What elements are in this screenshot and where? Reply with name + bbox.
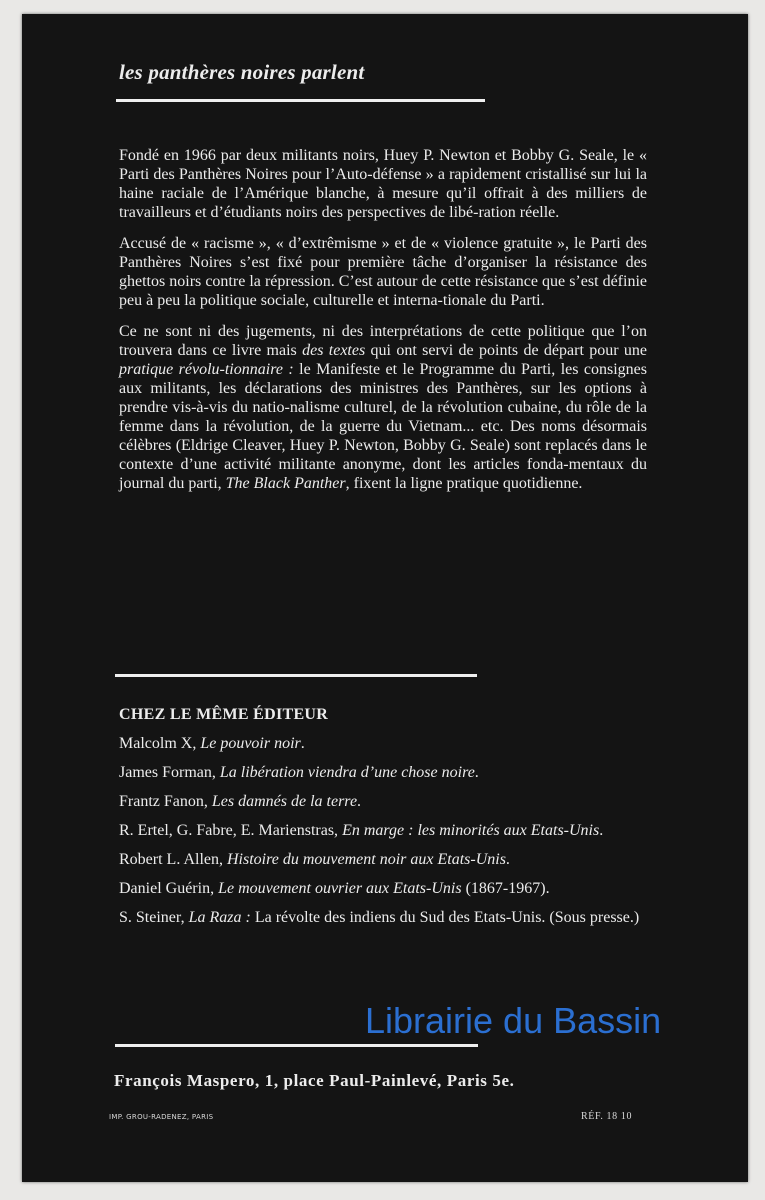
text: S. Steiner, xyxy=(119,909,189,926)
text: , fixent la ligne pratique quotidienne. xyxy=(345,475,583,492)
section-rule xyxy=(115,674,477,677)
same-publisher-list xyxy=(119,705,649,937)
reference-number: RÉF. 18 10 xyxy=(581,1111,633,1122)
text: . xyxy=(357,793,362,810)
text: Robert L. Allen, xyxy=(119,851,227,868)
text: Frantz Fanon, xyxy=(119,793,212,810)
blurb-paragraph xyxy=(119,322,647,493)
text: James Forman, xyxy=(119,764,220,781)
blurb-paragraph xyxy=(119,234,647,310)
italic-text: des textes xyxy=(302,342,366,359)
book-title: les panthères noires parlent xyxy=(119,60,365,84)
book-list-item xyxy=(119,908,649,927)
publisher-address: François Maspero, 1, place Paul-Painlevé, Paris 5e. xyxy=(114,1071,515,1090)
title-rule xyxy=(116,99,485,102)
text: . xyxy=(474,764,479,781)
text: . xyxy=(505,851,510,868)
text: . xyxy=(599,822,604,839)
text: le Manifeste et le Programme du Parti, les consignes aux militants, les déclarations des ministres des Panthères, sur les options à prendre vis-à-vis du natio-nalisme culturel, de la révolution cubaine, du rôle de la femme dans la révolution, de la guerre du Vietnam... etc. Des noms désormais célèbres (Eldrige Cleaver, Huey P. Newton, Bobby G. Seale) sont replacés dans le contexte d’une activité militante anonyme, dont les articles fonda-mentaux du journal du parti, xyxy=(119,361,647,492)
book-list-item xyxy=(119,879,649,898)
footer-rule xyxy=(115,1044,478,1047)
text: Daniel Guérin, xyxy=(119,880,219,897)
printer-imprint: IMP. GROU-RADENEZ, PARIS xyxy=(109,1113,214,1121)
book-list-item xyxy=(119,792,649,811)
same-publisher-heading: CHEZ LE MÊME ÉDITEUR xyxy=(119,706,329,723)
text: Accusé de « racisme », « d’extrêmisme » et de « violence gratuite », le Parti des Panthères Noires s’est fixé pour première tâche d’organiser la résistance des ghettos noirs contre la répression. C’est autour de cette résistance que s’est définie peu à peu la politique sociale, culturelle et interna-tionale du Parti. xyxy=(119,235,647,309)
text: Malcolm X, xyxy=(119,735,201,752)
italic-text: La libération viendra d’une chose noire xyxy=(219,764,475,781)
italic-text: Le mouvement ouvrier aux Etats-Unis xyxy=(218,880,462,897)
italic-text: Le pouvoir noir xyxy=(200,735,301,752)
text: La révolte des indiens du Sud des Etats-Unis. (Sous presse.) xyxy=(250,909,640,926)
seller-watermark: Librairie du Bassin xyxy=(365,1000,662,1041)
italic-text: En marge : les minorités aux Etats-Unis xyxy=(342,822,600,839)
text: Fondé en 1966 par deux militants noirs, Huey P. Newton et Bobby G. Seale, le « Parti des Panthères Noires pour l’Auto-défense » a rapidement cristallisé sur lui la haine raciale de l’Amérique blanche, à mesure qu’il offrait à des milliers de travailleurs et d’étudiants noirs des perspectives de libé-ration réelle. xyxy=(119,147,647,221)
book-list-item xyxy=(119,821,649,840)
text: Ce ne sont ni des jugements, ni des interprétations de cette politique que l’on trouvera dans ce livre mais xyxy=(119,323,647,359)
book-list-item xyxy=(119,850,649,869)
italic-text: Histoire du mouvement noir aux Etats-Unis xyxy=(226,851,506,868)
book-list-item xyxy=(119,763,649,782)
text: (1867-1967). xyxy=(461,880,550,897)
italic-text: The Black Panther xyxy=(225,475,346,492)
book-list-item xyxy=(119,734,649,753)
text: qui ont servi de points de départ pour une xyxy=(365,342,647,359)
blurb-paragraph xyxy=(119,146,647,222)
blurb xyxy=(119,146,647,493)
text: . xyxy=(300,735,305,752)
book-list xyxy=(119,734,649,927)
italic-text: pratique révolu-tionnaire : xyxy=(119,361,294,378)
italic-text: La Raza : xyxy=(188,909,251,926)
text: R. Ertel, G. Fabre, E. Marienstras, xyxy=(119,822,343,839)
italic-text: Les damnés de la terre xyxy=(211,793,358,810)
